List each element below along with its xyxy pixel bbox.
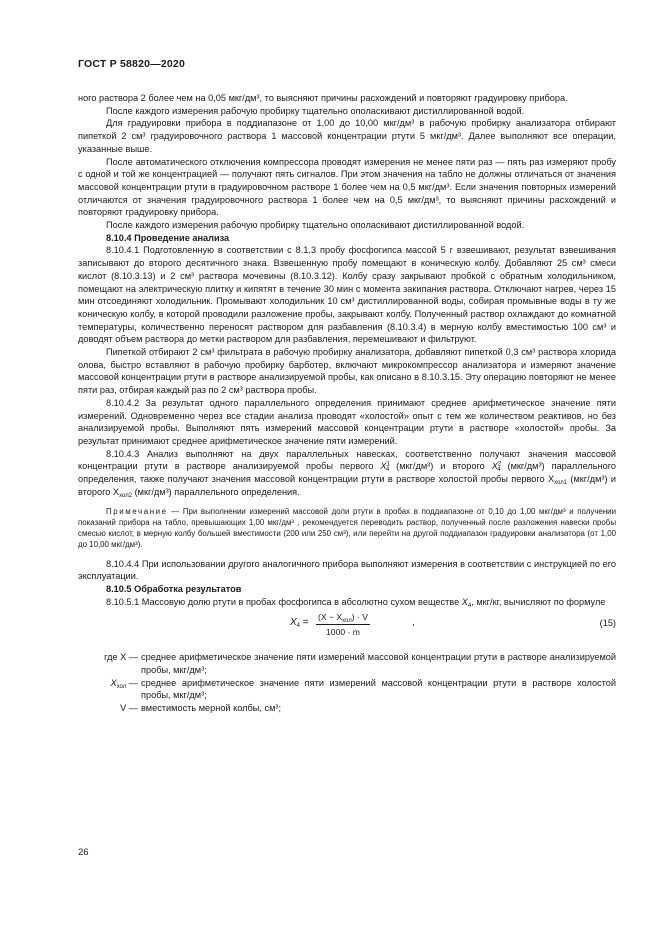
note-label: Примечание — [106, 506, 168, 516]
formula-15 — [78, 611, 616, 645]
definition-item — [78, 677, 616, 702]
paragraph: 8.10.5.1 Массовую долю ртути в пробах фосфогипса в абсолютно сухом веществе $X_4$, мкг/кг, вычисляют по формуле — [106, 596, 606, 609]
formula-numerator: $(X - X_{хол}) \cdot V$ — [318, 612, 368, 625]
paragraph: 8.10.4.1 Подготовленную в соответствии с 8.1.3 пробу фосфогипса массой 5 г взвешивают, результат взвешивания записывают до второго десятичного знака. Взвешенную пробу помещают в коническую колбу. Добавляют 25 см³ смеси кислот (8.10.3.13) и 2 см³ раствора мочевины (8.10.3.12). Колбу сразу закрывают пробкой с обратным холодильником, помещают на электрическую плитку и кипятят в течение 30 мин с момента закипания раствора. Отключают нагрев, через 15 мин отсоединяют холодильник. Промывают холодильник 10 см³ дистиллированной воды, собирая промывные воды в ту же коническую колбу, в которой проводили разложение пробы, закрывают колбу. Полученный раствор охлаждают до комнатной температуры, количественно переносят раствором для разбавления (8.10.3.4) в мерную колбу вместимостью 100 см³ и доводят объем раствора до метки раствором для разбавления, перемешивают и фильтруют. — [78, 245, 616, 345]
section-heading: 8.10.4 Проведение анализа — [106, 232, 230, 243]
definition-item — [78, 651, 616, 676]
paragraph: Пипеткой отбирают 2 см³ фильтрата в рабочую пробирку анализатора, добавляют пипеткой 0,3 см³ раствора хлорида олова, быстро вставляют в рабочую пробирку барботер, включают микрокомпрессор анализатора и измеряют значение массовой концентрации ртути в растворе анализируемой пробы, как описано в 8.10.3.15. Эту операцию повторяют не менее пяти раз, отбирая каждый раз по 2 см³ раствора пробы. — [78, 347, 616, 396]
formula-comma: , — [412, 617, 415, 629]
paragraph: Для градуировки прибора в поддиапазоне от 1,00 до 10,00 мкг/дм³ в рабочую пробирку анализатора отбирают пипеткой 2 см³ градуировочного раствора 1 массовой концентрации ртути 5 мкг/дм³. Далее выполняют все операции, указанные выше. — [78, 118, 616, 154]
paragraph: 8.10.4.4 При использовании другого аналогичного прибора выполняют измерения в соответствии с инструкцией по его эксплуатации. — [78, 558, 616, 582]
formula-definitions — [78, 651, 616, 715]
section-heading: 8.10.5 Обработка результатов — [106, 583, 242, 594]
formula-number: (15) — [599, 618, 616, 629]
formula-fraction — [316, 611, 370, 638]
paragraph: После каждого измерения рабочую пробирку тщательно ополаскивают дистиллированной водой. — [106, 220, 525, 231]
paragraph: После автоматического отключения компрессора проводят измерения не менее пяти раз — пять раз измеряют пробу с одной и той же концентрацией — получают пять сигналов. При этом значения на табло не должны отличаться от значения массовой концентрации ртути в градуировочном растворе 1 более чем на 0,5 мкг/дм³. Если значения повторных измерений отличаются от значения градуировочного раствора 1 более чем на 0,5 мкг/дм³, то выясняют причины расхождений и повторяют градуировку прибора. — [78, 156, 616, 218]
definition-text: среднее арифметическое значение пяти измерений массовой концентрации ртути в растворе холостой пробы, мкг/дм³; — [141, 677, 616, 701]
definition-item — [78, 702, 616, 715]
definition-symbol: V — — [120, 703, 138, 714]
standard-header: ГОСТ Р 58820—2020 — [78, 58, 186, 70]
page-number: 26 — [78, 847, 89, 858]
paragraph: После каждого измерения рабочую пробирку тщательно ополаскивают дистиллированной водой. — [106, 105, 525, 116]
document-body — [78, 92, 616, 715]
note-text: — При выполнении измерений массовой доли ртути в пробах в поддиапазоне от 0,10 до 1,00 мкг/дм³ и получении показаний прибора на табло, превышающих 1,00 мкг/дм³ , рекомендуется переводить раствор, полученный после разложения навески пробы смесью кислот, в мерную колбу большей вместимости (200 или 250 см³), или перейти на другой поддиапазон градуировки анализатора (от 1,00 до 10,00 мкг/дм³). — [78, 506, 616, 549]
formula-lhs: $X_4$ = — [290, 617, 309, 630]
definition-symbol: где X — — [104, 652, 138, 663]
definition-text: вместимость мерной колбы, см³; — [141, 703, 281, 714]
paragraph: ного раствора 2 более чем на 0,05 мкг/дм³, то выясняют причины расхождений и повторяют градуировку прибора. — [78, 93, 568, 103]
paragraph: 8.10.4.3 Анализ выполняют на двух параллельных навесках, соответственно получают значения массовой концентрации ртути в растворе анализируемой пробы первого $X^1_4$ (мкг/дм³) и второго $X^2_4$ (мкг/дм³) параллельного определения, также получают значения массовой концентрации ртути в растворе холостой пробы первого $X_{хол1}$ (мкг/дм³) и второго $X_{хол2}$ (мкг/дм³) параллельного определения. — [78, 448, 617, 499]
definition-symbol: $X_{хол}$ — — [110, 677, 138, 690]
note — [78, 506, 616, 550]
formula-denominator: 1000 · m — [326, 627, 360, 638]
definition-text: среднее арифметическое значение пяти измерений массовой концентрации ртути в растворе анализируемой пробы, мкг/дм³; — [141, 652, 616, 676]
paragraph: 8.10.4.2 За результат одного параллельного определения принимают среднее арифметическое значение пяти измерений. Одновременно через все стадии анализа проводят «холостой» опыт с тем же количеством реактивов, но без анализируемой пробы. Выполняют пять измерений массовой концентрации ртути в растворе «холостой» пробы. За результат принимают среднее арифметическое значение пяти измерений. — [78, 397, 616, 446]
